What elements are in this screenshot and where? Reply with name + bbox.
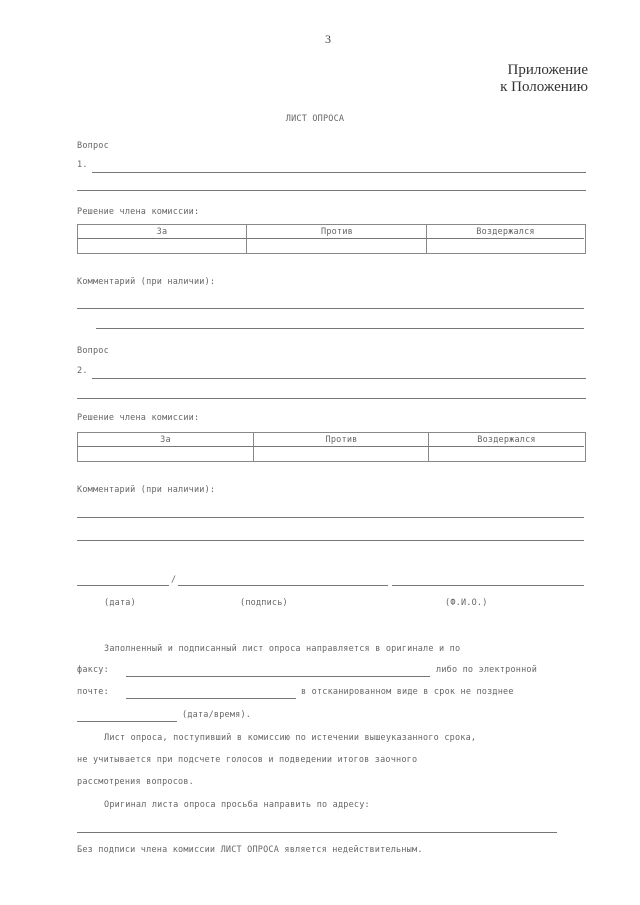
deadline-field[interactable] <box>77 721 177 722</box>
decision-2-option-for[interactable]: За <box>160 435 171 445</box>
decision-1-label: Решение члена комиссии: <box>77 207 200 217</box>
deadline-caption: (дата/время). <box>182 710 252 720</box>
instructions-p1-deadline-text: в отсканированном виде в срок не позднее <box>301 687 514 697</box>
question-2-number: 2. <box>77 366 88 376</box>
appendix-line-1: Приложение <box>507 62 588 78</box>
decision-2-table-rule <box>77 446 584 447</box>
question-1-number: 1. <box>77 160 88 170</box>
comment-1-line <box>96 328 584 329</box>
comment-1-line <box>77 308 584 309</box>
date-field[interactable] <box>77 585 169 586</box>
page-number: 3 <box>325 32 331 46</box>
decision-2-option-against[interactable]: Против <box>325 435 358 445</box>
decision-1-table-rule <box>77 238 584 239</box>
signature-slash: / <box>171 575 177 585</box>
fax-field[interactable] <box>126 676 430 677</box>
instructions-p1-line1: Заполненный и подписанный лист опроса направляется в оригинале и по <box>104 644 461 654</box>
question-2-heading: Вопрос <box>77 346 109 356</box>
fax-label: факсу: <box>77 665 109 675</box>
question-1-heading: Вопрос <box>77 141 109 151</box>
decision-1-option-abstain[interactable]: Воздержался <box>476 227 535 237</box>
question-2-line <box>92 378 586 379</box>
email-field[interactable] <box>126 698 296 699</box>
instructions-p2-line1: Лист опроса, поступивший в комиссию по истечении вышеуказанного срока, <box>104 733 477 743</box>
fio-caption: (Ф.И.О.) <box>445 598 488 608</box>
signature-caption: (подпись) <box>240 598 288 608</box>
signature-field[interactable] <box>178 585 388 586</box>
question-1-line <box>77 190 586 191</box>
address-field[interactable] <box>77 832 557 833</box>
comment-2-line <box>77 517 584 518</box>
decision-1-option-for[interactable]: За <box>156 227 168 237</box>
comment-1-label: Комментарий (при наличии): <box>77 277 216 287</box>
decision-1-option-against[interactable]: Против <box>321 227 353 237</box>
fio-field[interactable] <box>392 585 584 586</box>
document-title: ЛИСТ ОПРОСА <box>285 114 345 124</box>
comment-2-line <box>77 540 584 541</box>
instructions-p2-line2: не учитывается при подсчете голосов и подведении итогов заочного <box>77 755 418 765</box>
decision-2-label: Решение члена комиссии: <box>77 413 200 423</box>
email-label: почте: <box>77 687 109 697</box>
comment-2-label: Комментарий (при наличии): <box>77 485 216 495</box>
decision-2-option-abstain[interactable]: Воздержался <box>477 435 536 445</box>
instructions-p3-line1: Оригинал листа опроса просьба направить по адресу: <box>104 800 370 810</box>
question-2-line <box>77 398 586 399</box>
appendix-line-2: к Положению <box>500 79 588 95</box>
date-caption: (дата) <box>104 598 136 608</box>
instructions-p2-line3: рассмотрения вопросов. <box>77 777 194 787</box>
validity-note: Без подписи члена комиссии ЛИСТ ОПРОСА является недействительным. <box>77 845 423 855</box>
question-1-line <box>92 172 586 173</box>
instructions-p1-email-text: либо по электронной <box>436 665 538 675</box>
